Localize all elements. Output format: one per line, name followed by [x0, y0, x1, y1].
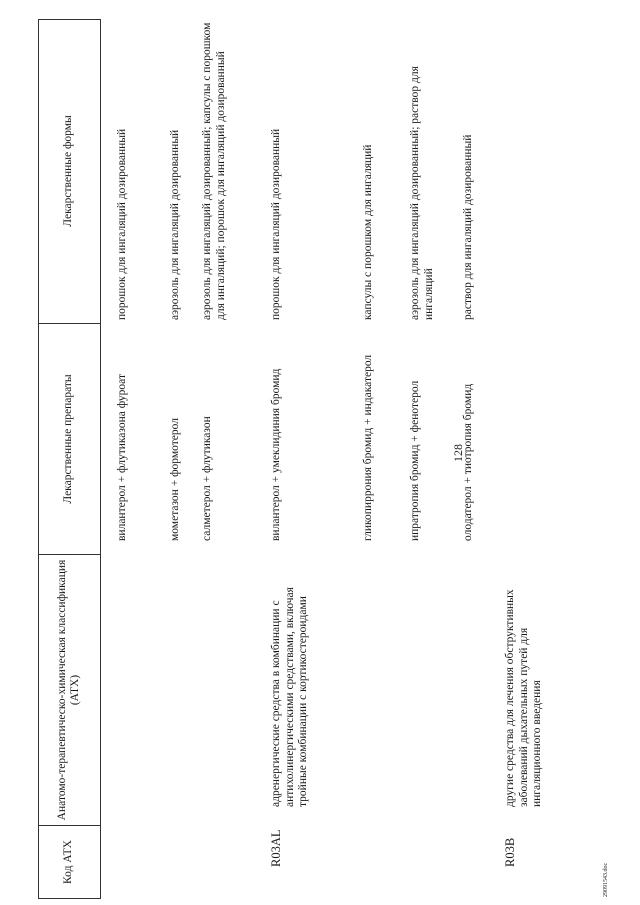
drug-cell: ипратропия бромид + фенотерол — [409, 380, 421, 541]
classification-cell: адренергические средства в комбинации с антихолинергическими средствами, включая тройные комбинации с кортикостероидами — [270, 587, 309, 807]
form-cell: капсулы с порошком для ингаляций — [362, 144, 374, 320]
column-divider — [38, 898, 100, 899]
column-divider — [38, 825, 100, 826]
file-reference: 29091543.doc — [603, 862, 609, 897]
drug-cell: вилантерол + флутиказона фуроат — [116, 374, 128, 541]
form-cell: раствор для ингаляций дозированный — [462, 134, 474, 320]
drug-cell: олодатерол + тиотропия бромид — [462, 383, 474, 541]
drug-cell: вилантерол + умеклидиния бромид — [270, 368, 282, 541]
classification-cell: другие средства для лечения обструктивных заболеваний дыхательных путей для ингаляционного введения — [504, 589, 543, 807]
header-drugs: Лекарственные препараты — [62, 374, 75, 504]
column-divider — [38, 554, 100, 555]
form-cell: аэрозоль для ингаляций дозированный; капсулы с порошком для ингаляций; порошок для ингаляций дозированный — [201, 22, 227, 320]
form-cell: порошок для ингаляций дозированный — [116, 128, 128, 320]
column-divider — [38, 19, 100, 20]
drug-cell: салметерол + флутиказон — [201, 416, 213, 541]
header-bottom-rule — [100, 19, 101, 899]
column-divider — [38, 323, 100, 324]
header-code: Код АТХ — [62, 840, 75, 884]
drug-cell: мометазон + формотерол — [169, 418, 181, 541]
form-cell: порошок для ингаляций дозированный — [270, 128, 282, 320]
form-cell: аэрозоль для ингаляций дозированный; раствор для ингаляций — [409, 66, 435, 320]
table-top-rule — [38, 19, 39, 899]
atc-code: R03B — [503, 837, 517, 867]
header-forms: Лекарственные формы — [62, 115, 75, 227]
drug-cell: гликопиррония бромид + индакатерол — [362, 354, 374, 541]
form-cell: аэрозоль для ингаляций дозированный — [169, 129, 181, 320]
page-number: 128 — [451, 444, 465, 462]
header-classification: Анатомо-терапевтическо-химическая классификация (АТХ) — [55, 559, 81, 821]
atc-code: R03AL — [269, 829, 283, 867]
